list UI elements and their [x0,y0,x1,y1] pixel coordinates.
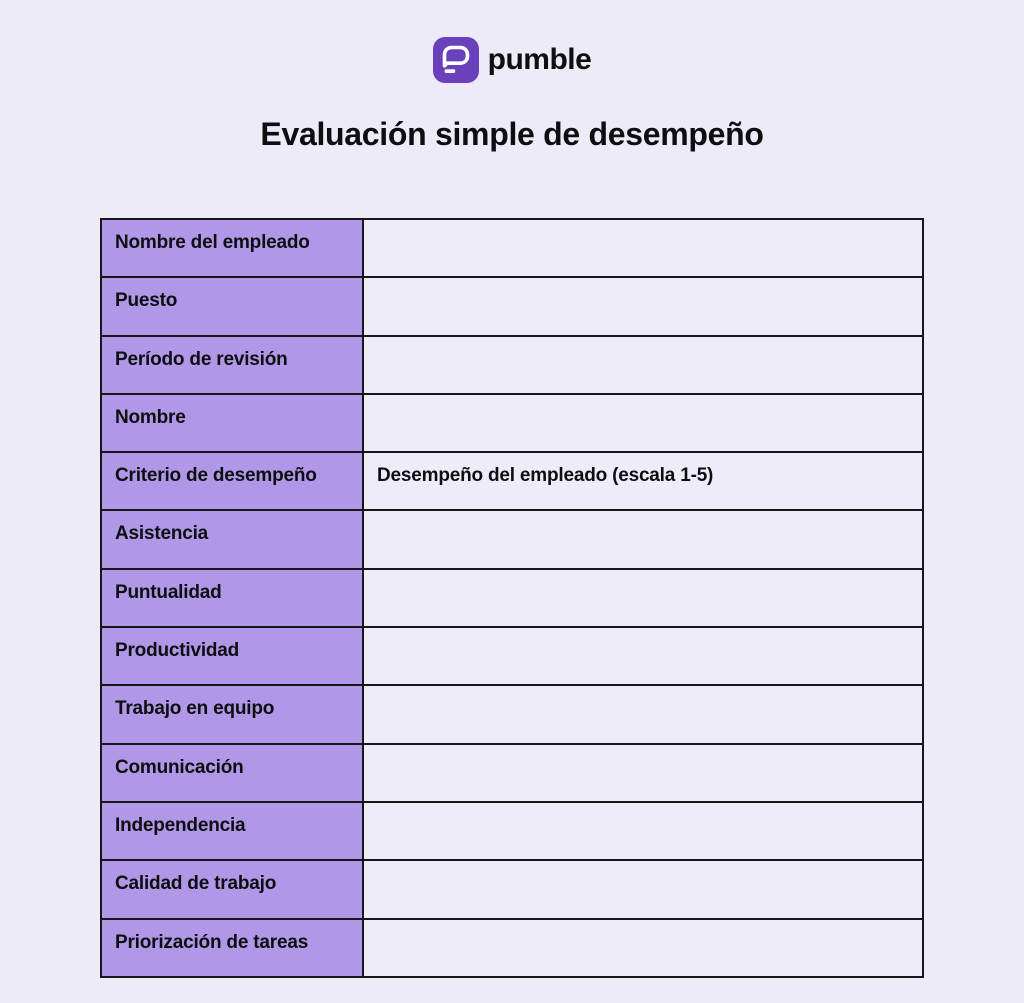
table-row [101,219,923,277]
table-row [101,277,923,335]
row-value[interactable] [363,802,923,860]
brand-name: pumble [487,43,592,76]
row-value[interactable] [363,336,923,394]
row-value[interactable] [363,919,923,977]
logo-background [433,37,479,83]
table-row [101,336,923,394]
row-label: Período de revisión [101,336,363,394]
row-label: Criterio de desempeño [101,452,363,510]
table-row [101,627,923,685]
row-value[interactable] [363,277,923,335]
table-row [101,744,923,802]
row-label: Trabajo en equipo [101,685,363,743]
row-label: Puntualidad [101,569,363,627]
table-row [101,919,923,977]
row-label: Comunicación [101,744,363,802]
row-value[interactable] [363,394,923,452]
row-value[interactable] [363,744,923,802]
row-value[interactable] [363,685,923,743]
page-title: Evaluación simple de desempeño [260,116,764,152]
row-label: Calidad de trabajo [101,860,363,918]
row-label: Puesto [101,277,363,335]
row-label: Nombre [101,394,363,452]
row-value[interactable] [363,860,923,918]
pumble-logo-icon [433,37,479,83]
table-row [101,510,923,568]
row-label: Priorización de tareas [101,919,363,977]
row-value[interactable] [363,219,923,277]
table-row [101,394,923,452]
row-label: Nombre del empleado [101,219,363,277]
table-row [101,685,923,743]
bubble-dash [444,69,455,73]
evaluation-table [100,218,924,978]
brand-header [0,37,1024,83]
table-row [101,569,923,627]
table-row [101,802,923,860]
row-label: Independencia [101,802,363,860]
row-value[interactable] [363,569,923,627]
table-row [101,860,923,918]
row-value[interactable] [363,510,923,568]
row-label: Productividad [101,627,363,685]
row-value[interactable] [363,627,923,685]
row-value[interactable]: Desempeño del empleado (escala 1-5) [363,452,923,510]
table-row [101,452,923,510]
row-label: Asistencia [101,510,363,568]
